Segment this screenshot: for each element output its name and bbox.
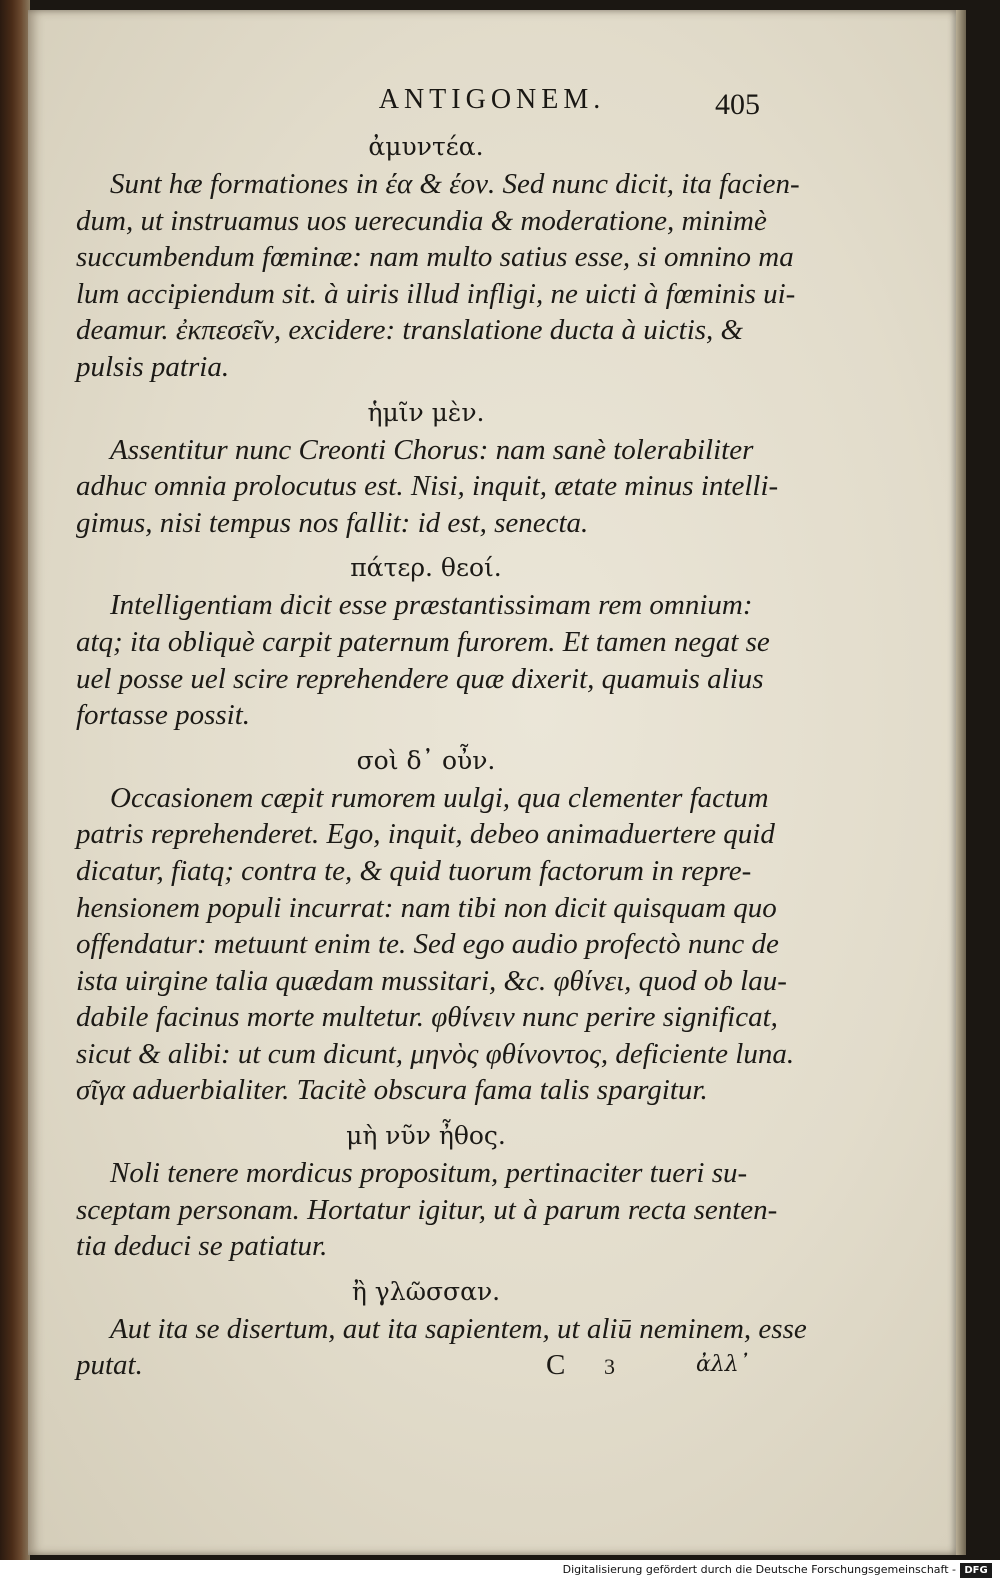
signature-mark: C <box>546 1349 566 1382</box>
text-line: dabile facinus morte multetur. φθίνειν nunc perire significat, <box>76 1001 778 1034</box>
text-line: offendatur: metuunt enim te. Sed ego audio profectò nunc de <box>76 928 779 961</box>
text-line: uel posse uel scire reprehendere quæ dixerit, quamuis alius <box>76 662 764 695</box>
dfg-logo: DFG <box>960 1563 992 1578</box>
text-line: adhuc omnia prolocutus est. Nisi, inquit, ætate minus intelli- <box>76 470 779 503</box>
signature-number: 3 <box>604 1354 615 1380</box>
running-head: ANTIGONEM. <box>378 84 606 115</box>
lemma: πάτερ. θεοί. <box>350 553 502 583</box>
lemma: ἀμυντέα. <box>368 132 484 161</box>
text-line: Noli tenere mordicus propositum, pertinaciter tueri su- <box>110 1157 748 1190</box>
catchword: ἀλλ᾽ <box>696 1352 750 1378</box>
lemma: ἡμῖν μὲν. <box>367 397 485 427</box>
lemma: μὴ νῦν ἦθος. <box>346 1121 506 1151</box>
text-line: Intelligentiam dicit esse præstantissimam rem omnium: <box>110 589 753 622</box>
text-line: dum, ut instruamus uos uerecundia & moderatione, minimè <box>76 204 767 237</box>
text-line: patris reprehenderet. Ego, inquit, debeo animaduertere quid <box>76 818 775 851</box>
page-number: 405 <box>715 88 760 121</box>
footer-strip <box>0 1560 1000 1582</box>
text-line: tia deduci se patiatur. <box>76 1230 328 1263</box>
text-line: lum accipiendum sit. à uiris illud infligi, ne uicti à fœminis ui- <box>76 277 796 310</box>
text-line: fortasse possit. <box>76 699 251 732</box>
final-word: putat. <box>76 1349 143 1382</box>
page-edge <box>956 10 966 1555</box>
text-block <box>76 128 807 1384</box>
text-line: σῖγα aduerbialiter. Tacitè obscura fama talis spargitur. <box>76 1074 708 1107</box>
funding-notice: Digitalisierung gefördert durch die Deutsche Forschungsgemeinschaft - <box>562 1563 956 1576</box>
lemma: ἢ γλῶσσαν. <box>351 1276 501 1306</box>
text-line: sceptam personam. Hortatur igitur, ut à parum recta senten- <box>76 1193 778 1226</box>
lemma: σοὶ δ᾽ οὖν. <box>356 745 496 775</box>
text-line: Assentitur nunc Creonti Chorus: nam sanè tolerabiliter <box>110 433 754 466</box>
text-line: deamur. ἐκπεσεῖν, excidere: translatione ducta à uictis, & <box>76 314 744 347</box>
text-line: hensionem populi incurrat: nam tibi non dicit quisquam quo <box>76 891 777 924</box>
text-line: sicut & alibi: ut cum dicunt, μηνὸς φθίνοντος, deficiente luna. <box>76 1037 795 1070</box>
text-line: dicatur, fiatq; contra te, & quid tuorum factorum in repre- <box>76 854 752 887</box>
bottom-line <box>76 1347 776 1384</box>
text-line: Occasionem cæpit rumorem uulgi, qua clementer factum <box>110 781 769 814</box>
text-line: Sunt hæ formationes in έα & έον. Sed nunc dicit, ita facien- <box>110 168 800 200</box>
text-line: Aut ita se disertum, aut ita sapientem, ut aliū neminem, esse <box>110 1312 807 1345</box>
text-line: ista uirgine talia quædam mussitari, &c. φθίνει, quod ob lau- <box>76 964 787 997</box>
book-page <box>28 10 956 1555</box>
text-line: gimus, nisi tempus nos fallit: id est, senecta. <box>76 506 589 539</box>
book-spine <box>0 0 30 1560</box>
text-line: atq; ita obliquè carpit paternum furorem. Et tamen negat se <box>76 625 770 658</box>
text-line: succumbendum fœminæ: nam multo satius esse, si omnino ma <box>76 241 794 274</box>
text-line: pulsis patria. <box>76 350 230 383</box>
